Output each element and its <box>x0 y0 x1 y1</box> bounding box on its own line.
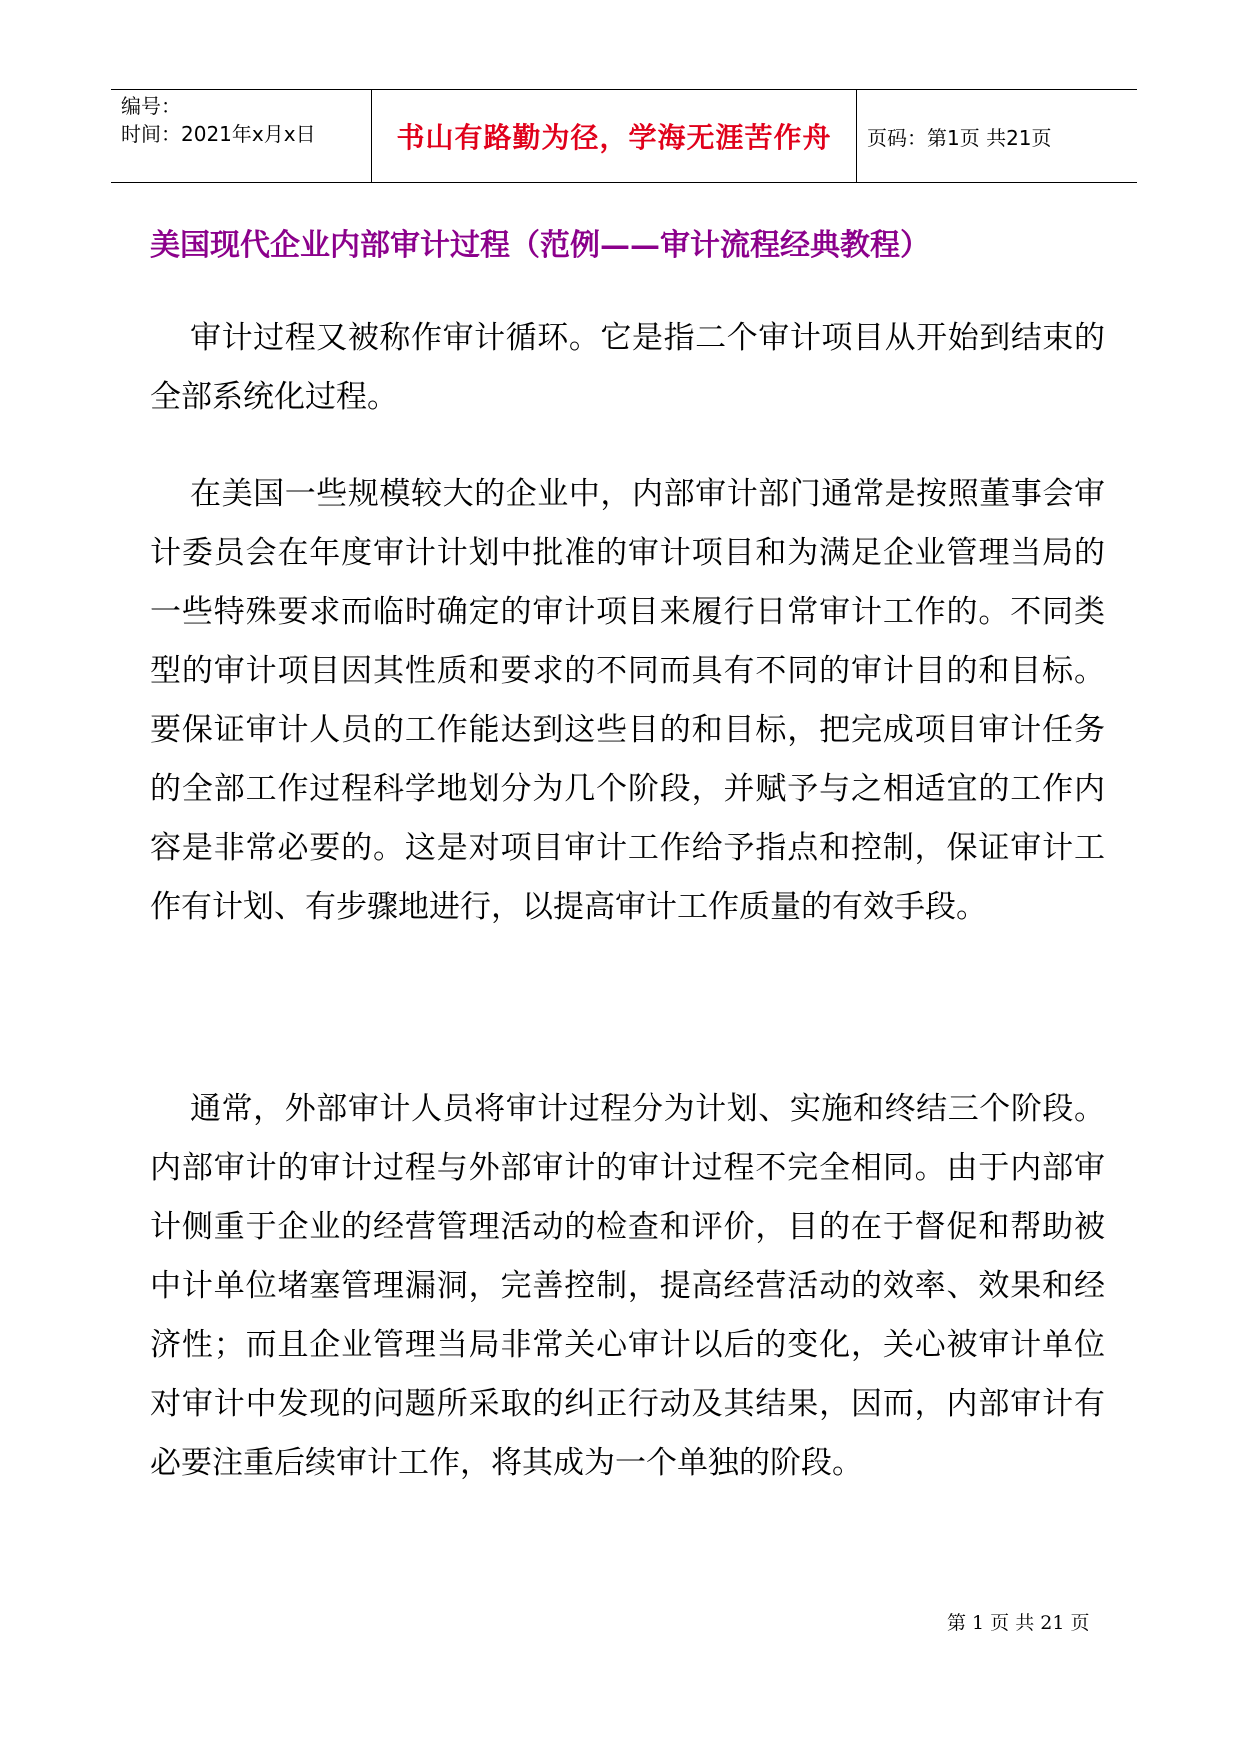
paragraph-1: 审计过程又被称作审计循环。它是指二个审计项目从开始到结束的全部系统化过程。 <box>150 320 1105 415</box>
header-page-cell <box>857 90 1137 182</box>
paragraph-3: 通常，外部审计人员将审计过程分为计划、实施和终结三个阶段。内部审计的审计过程与外部审计的审计过程不完全相同。由于内部审计侧重于企业的经营管理活动的检查和评价，目的在于督促和帮助被中计单位堵塞管理漏洞，完善控制，提高经营活动的效率、效果和经济性；而且企业管理当局非常关心审计以后的变化，关心被审计单位对审计中发现的问题所采取的纠正行动及其结果，因而，内部审计有必要注重后续审计工作，将其成为一个单独的阶段。 <box>150 1091 1105 1481</box>
document-number-label: 编号： <box>121 94 181 118</box>
header-motto-cell <box>372 90 857 182</box>
header-meta-cell <box>111 90 372 182</box>
header-page-code: 页码：第1页 共21页 <box>867 125 1052 150</box>
header-table <box>111 89 1137 183</box>
document-time-label: 时间：2021年x月x日 <box>121 122 316 146</box>
paragraph-2: 在美国一些规模较大的企业中，内部审计部门通常是按照董事会审计委员会在年度审计计划中批准的审计项目和为满足企业管理当局的一些特殊要求而临时确定的审计项目来履行日常审计工作的。不同类型的审计项目因其性质和要求的不同而具有不同的审计目的和目标。要保证审计人员的工作能达到这些目的和目标，把完成项目审计任务的全部工作过程科学地划分为几个阶段，并赋予与之相适宜的工作内容是非常必要的。这是对项目审计工作给予指点和控制，保证审计工作有计划、有步骤地进行，以提高审计工作质量的有效手段。 <box>150 476 1105 925</box>
header-motto: 书山有路勤为径，学海无涯苦作舟 <box>396 121 832 154</box>
document-title: 美国现代企业内部审计过程（范例——审计流程经典教程） <box>150 228 930 263</box>
page-footer: 第 1 页 共 21 页 <box>947 1612 1090 1634</box>
